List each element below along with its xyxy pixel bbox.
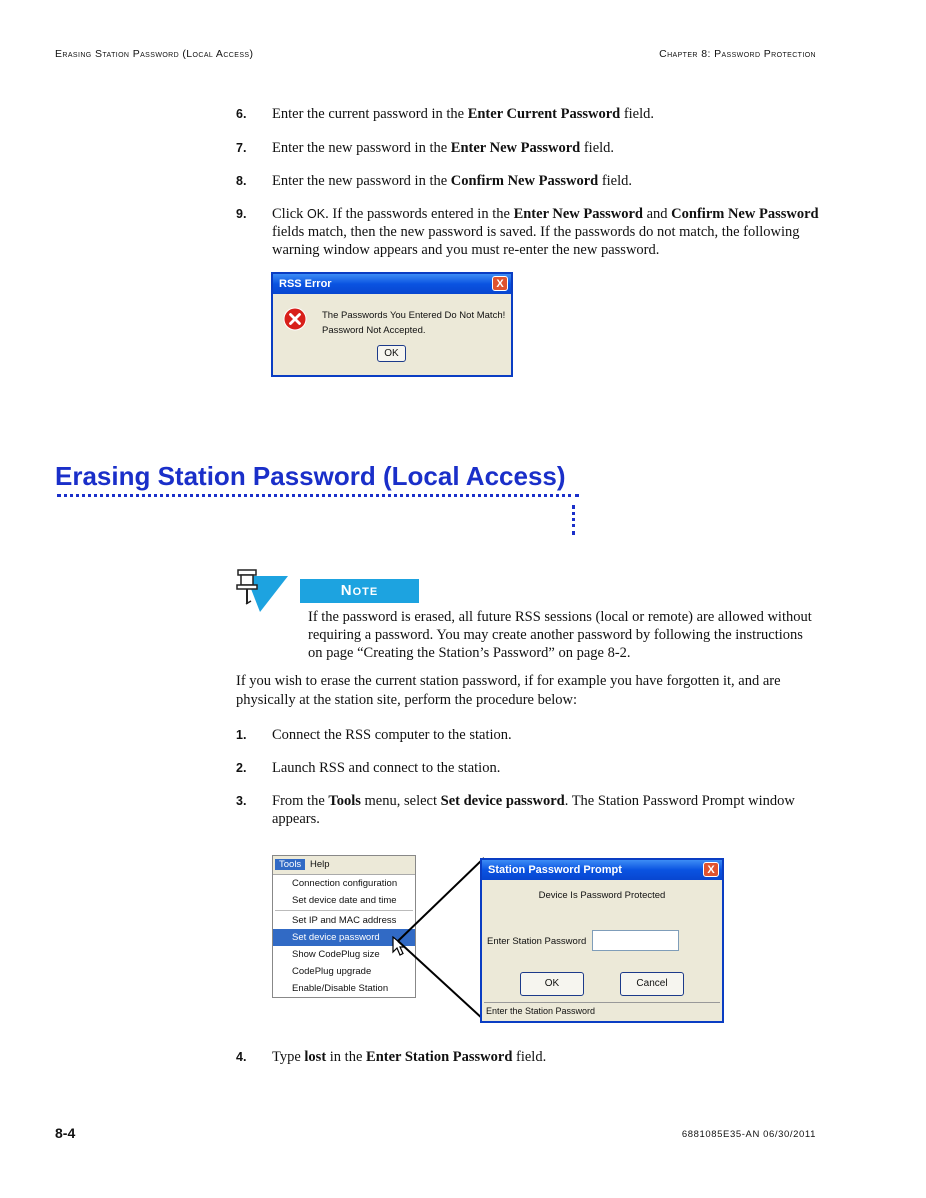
section-rule xyxy=(57,494,579,497)
step-number: 4. xyxy=(236,1050,247,1064)
step-text: fields match, then the new password is saved. If the passwords do not match, the following warning window appears and you must re-enter the new password. xyxy=(272,224,800,258)
station-password-input[interactable] xyxy=(592,930,679,951)
password-field-label: Enter Station Password xyxy=(487,936,587,947)
step-number: 3. xyxy=(236,794,247,808)
error-icon xyxy=(283,307,307,331)
error-message: The Passwords You Entered Do Not Match! xyxy=(322,310,506,321)
menu-item-show-codeplug-size[interactable]: Show CodePlug size xyxy=(292,949,380,960)
menu-item-set-device-password[interactable]: Set device password xyxy=(273,929,415,946)
step-text: field. xyxy=(580,140,615,156)
step-field-name: Enter New Password xyxy=(450,140,581,156)
rss-error-dialog xyxy=(271,272,513,377)
callout-lines xyxy=(396,856,488,1022)
step-text: Enter the new password in the xyxy=(272,140,451,156)
step-text: Type xyxy=(272,1049,305,1065)
step-6 xyxy=(236,105,826,123)
dialog-title-bar xyxy=(482,860,722,880)
step-text: field. xyxy=(620,106,655,122)
step-field-name: Enter Current Password xyxy=(467,106,621,122)
step-number: 6. xyxy=(236,107,247,121)
step-1 xyxy=(236,726,826,744)
note-label: Note xyxy=(300,579,419,603)
step-number: 9. xyxy=(236,207,247,221)
ok-button[interactable]: OK xyxy=(520,972,584,996)
step-7 xyxy=(236,139,826,157)
menu-item-name: Set device password xyxy=(440,793,565,809)
step-number: 2. xyxy=(236,761,247,775)
station-password-prompt-dialog xyxy=(480,858,724,1023)
dialog-title: Station Password Prompt xyxy=(488,864,622,876)
step-text: Enter the new password in the xyxy=(272,173,451,189)
menu-item-codeplug-upgrade[interactable]: CodePlug upgrade xyxy=(292,966,372,977)
step-text: menu, select xyxy=(360,793,441,809)
step-text: Enter the current password in the xyxy=(272,106,468,122)
menu-item-enable-disable-station[interactable]: Enable/Disable Station xyxy=(292,983,389,994)
step-2 xyxy=(236,759,826,777)
step-field-name: Confirm New Password xyxy=(450,173,599,189)
step-8 xyxy=(236,172,826,190)
step-number: 1. xyxy=(236,728,247,742)
menu-item-set-device-date-time[interactable]: Set device date and time xyxy=(292,895,397,906)
step-text: Click xyxy=(272,206,308,222)
intro-paragraph: If you wish to erase the current station password, if for example you have forgotten it, and are physically at the station site, perform the procedure below: xyxy=(236,673,781,708)
ok-button[interactable]: OK xyxy=(377,345,406,362)
step-number: 8. xyxy=(236,174,247,188)
step-4 xyxy=(236,1048,826,1066)
step-text: . The Station Password Prompt window appears. xyxy=(272,793,795,827)
step-text: in the xyxy=(326,1049,367,1065)
step-3 xyxy=(236,792,826,828)
menu-help[interactable]: Help xyxy=(310,859,330,870)
menu-name: Tools xyxy=(328,793,361,809)
status-bar: Enter the Station Password xyxy=(484,1002,720,1019)
menu-tools[interactable]: Tools xyxy=(275,859,305,870)
menu-separator xyxy=(275,910,413,911)
document-id: 6881085E35-AN 06/30/2011 xyxy=(681,1129,816,1140)
keyword-lost: lost xyxy=(304,1049,327,1065)
close-button[interactable]: X xyxy=(492,276,508,291)
running-header-left: Erasing Station Password (Local Access) xyxy=(55,48,254,60)
dialog-title-bar xyxy=(273,274,511,294)
close-button[interactable]: X xyxy=(703,862,719,877)
menu-bar xyxy=(273,856,415,875)
ok-keyword: OK xyxy=(307,207,326,221)
step-text: field. xyxy=(512,1049,547,1065)
step-text: and xyxy=(642,206,672,222)
error-message-detail: Password Not Accepted. xyxy=(322,325,426,336)
step-field-name: Confirm New Password xyxy=(671,206,819,222)
step-text: . If the passwords entered in the xyxy=(325,206,514,222)
page-number: 8-4 xyxy=(55,1125,76,1141)
step-9 xyxy=(236,205,826,259)
step-number: 7. xyxy=(236,141,247,155)
note-text: If the password is erased, all future RSS sessions (local or remote) are allowed without requiring a password. You may create another password by following the instructions on page “Creating the Station’s Password” on page 8-2. xyxy=(308,609,812,661)
step-text: Launch RSS and connect to the station. xyxy=(272,760,501,776)
menu-item-set-ip-mac[interactable]: Set IP and MAC address xyxy=(292,915,397,926)
step-field-name: Enter New Password xyxy=(513,206,643,222)
step-text: From the xyxy=(272,793,329,809)
running-header-right: Chapter 8: Password Protection xyxy=(659,48,816,60)
menu-item-connection-configuration[interactable]: Connection configuration xyxy=(292,878,398,889)
step-field-name: Enter Station Password xyxy=(366,1049,513,1065)
section-title: Erasing Station Password (Local Access) xyxy=(55,461,566,491)
step-text: Connect the RSS computer to the station. xyxy=(272,727,512,743)
cancel-button[interactable]: Cancel xyxy=(620,972,684,996)
tools-menu xyxy=(272,855,416,998)
step-text: field. xyxy=(598,173,633,189)
note-pushpin-icon xyxy=(234,568,290,614)
section-rule-vertical xyxy=(572,505,575,535)
dialog-title: RSS Error xyxy=(279,278,332,290)
prompt-message: Device Is Password Protected xyxy=(538,890,666,901)
